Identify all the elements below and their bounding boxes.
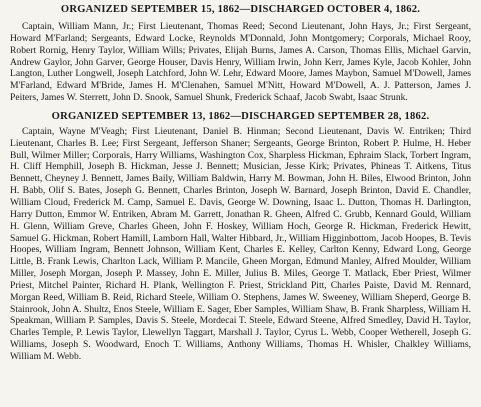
section-heading-2: ORGANIZED SEPTEMBER 13, 1862—DISCHARGED SEPTEMBER 28, 1862. bbox=[51, 110, 430, 122]
section-heading-1: ORGANIZED SEPTEMBER 15, 1862—DISCHARGED OCTOBER 4, 1862. bbox=[60, 4, 421, 15]
company-roster-1: Captain, William Mann, Jr.; First Lieutenant, Thomas Reed; Second Lieutenant, John Hays, Jr.; First Sergeant, Howard M'Farland; Sergeants, Edward Locke, Reynolds M'Donnald, John Montgomery; Corporals, Michael Rooy, Robert Rornig, Henry Taylor, William Wills; Privates, Elijah Burns, James A. Carson, Thomas Ellis, Michael Garvin, Andrew Gaylor, John Garver, George Houser, Davis Henry, William Irwin, John Kerr, James Kyle, Jacob Kohler, John Langton, Luther Longwell, Joseph Latchford, John W. Lehr, Edward Moore, James Maybon, Samuel M'Dowell, James M'Farland, Edward M'Bride, James H. M'Clenahen, Samuel M'Nitt, Howard M'Dowell, A. J. Patterson, James J. Peiters, James W. Sterrett, John D. Snook, Samuel Shunk, Frederick Schaaf, Jacob Swabt, Isaac Strunk. bbox=[10, 21, 471, 104]
company-roster-2: Captain, Wayne M'Veagh; First Lieutenant, Daniel B. Hinman; Second Lieutenant, Davis W. Entriken; Third Lieutenant, Charles B. Lee; First Sergeant, Jefferson Shaner; Sergeants, George Brinton, Robert P. Hulme, H. Heber Bull, Wilmer Miller; Corporals, Harry Williams, Washington Cox, Sharpless Hickman, Ephraim Slack, Torbert Ingram, H. Cliff Hemphill, Joseph B. Hickman, Jesse J. Bennett; Musician, Jesse Kirk; Privates, Phineas T. Aitkens, Titus Bennett, Cheyney J. Bennett, James Baily, William Baldwin, Harry M. Bowman, John H. Biles, Elwood Brinton, John H. Babb, Olif S. Bates, Joseph G. Bennett, Charles Brinton, Joseph W. Barnard, Joseph Brinton, David E. Chandler, William Cloud, Frederick M. Camp, Samuel E. Davis, George W. Downing, Isaac L. Dutton, Thomas H. Darlington, Harry Dutton, Emmor W. Entriken, Abram M. Garrett, Jonathan R. Gheen, Alfred C. Grubb, Kennard Gould, William H. Glenn, William Greve, Charles Gheen, John F. Hoskey, William Hoch, George R. Hickman, Frederick Hewitt, Samuel G. Hickman, Robert Hamill, Lamborn Hall, Walter Hibbard, Jr., William Higginbottom, Jacob Hoopes, B. Tevis Hoopes, William Ingram, Bennett Johnson, William Kent, Charles E. Kelley, Carlton Kenny, Edward Long, George Little, B. Frank Lewis, Charlton Lack, William P. Mancile, Gheen Morgan, Edmund Manley, Alfred Moulder, William Miller, Joseph Morgan, Joseph P. Massey, John E. Miller, Julius B. Miles, George T. Matlack, Eber Priest, Wilmer Priest, Mitchel Painter, Richard H. Plank, Wellington F. Priest, Strickland Pitt, Charles Paiste, David M. Rennard, Morgan Reed, William B. Reid, Richard Steele, William O. Stephens, James W. Sweeney, William Sheperd, George B. Stainrook, John A. Shultz, Enos Steele, William E. Sager, Eber Samples, William Shaw, B. Frank Sharpless, William H. Speakman, William P. Samples, Davis S. Steele, Mordecai T. Steele, Edward Steene, Alfred Smedley, David H. Taylor, Charles Temple, P. Lewis Taylor, Llewellyn Taggart, Marshall J. Taylor, Cyrus L. Webb, Cooper Wetherell, Joseph G. Williams, Joseph S. Woodward, Enoch T. Williams, Anthony Williams, Thomas H. Whisler, Chalkley Williams, William M. Webb. bbox=[10, 125, 471, 362]
